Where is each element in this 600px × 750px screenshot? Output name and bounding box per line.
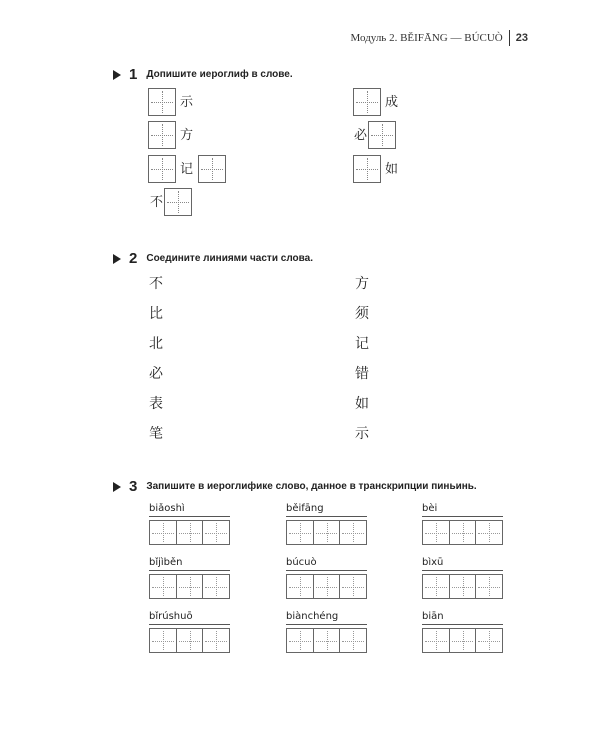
exercise-instruction: Запишите в иероглифике слово, данное в транскрипции пиньинь. <box>146 481 477 492</box>
pinyin-word: búcuò <box>286 557 317 568</box>
right-part[interactable]: 示 <box>355 426 369 442</box>
left-part[interactable]: 必 <box>149 366 163 382</box>
writing-grid[interactable] <box>286 628 367 653</box>
page-number: 23 <box>515 32 528 44</box>
writing-box[interactable] <box>148 88 176 116</box>
triangle-marker-icon <box>113 70 121 80</box>
pinyin-word: bǐjìběn <box>149 557 183 568</box>
right-part[interactable]: 错 <box>355 366 369 382</box>
pinyin-word: bǐrúshuō <box>149 611 193 622</box>
pinyin-underline <box>286 624 367 625</box>
right-part[interactable]: 须 <box>355 306 369 322</box>
writing-grid[interactable] <box>422 628 503 653</box>
writing-box[interactable] <box>198 155 226 183</box>
header-divider <box>509 30 510 46</box>
pinyin-underline <box>422 624 503 625</box>
writing-box[interactable] <box>368 121 396 149</box>
writing-grid[interactable] <box>422 574 503 599</box>
writing-box[interactable] <box>353 88 381 116</box>
pinyin-word: biànchéng <box>286 611 339 622</box>
left-part[interactable]: 北 <box>149 336 163 352</box>
left-part[interactable]: 不 <box>149 276 163 292</box>
writing-box[interactable] <box>148 155 176 183</box>
given-char: 记 <box>180 162 194 177</box>
exercise-instruction: Соедините линиями части слова. <box>146 253 313 264</box>
left-part[interactable]: 比 <box>149 306 163 322</box>
right-part[interactable]: 记 <box>355 336 369 352</box>
pinyin-word: bìxū <box>422 557 444 568</box>
writing-box[interactable] <box>164 188 192 216</box>
writing-box[interactable] <box>148 121 176 149</box>
given-char: 必 <box>354 128 368 143</box>
writing-grid[interactable] <box>286 520 367 545</box>
running-title: Модуль 2. BĚIFĀNG — BÚCUÒ <box>350 32 503 44</box>
exercise-number: 2 <box>129 250 138 267</box>
given-char: 方 <box>180 128 194 143</box>
exercise-1-title <box>113 66 293 83</box>
writing-grid[interactable] <box>149 520 230 545</box>
exercise-3-title <box>113 478 477 495</box>
pinyin-underline <box>149 624 230 625</box>
exercise-instruction: Допишите иероглиф в слове. <box>146 69 293 80</box>
pinyin-underline <box>149 516 230 517</box>
pinyin-word: biǎoshì <box>149 503 185 514</box>
pinyin-word: bèi <box>422 503 438 514</box>
given-char: 示 <box>180 95 194 110</box>
pinyin-underline <box>286 516 367 517</box>
given-char: 成 <box>385 95 399 110</box>
writing-box[interactable] <box>353 155 381 183</box>
given-char: 不 <box>150 195 164 210</box>
writing-grid[interactable] <box>149 628 230 653</box>
triangle-marker-icon <box>113 254 121 264</box>
writing-grid[interactable] <box>286 574 367 599</box>
writing-grid[interactable] <box>149 574 230 599</box>
pinyin-underline <box>422 570 503 571</box>
triangle-marker-icon <box>113 482 121 492</box>
right-part[interactable]: 如 <box>355 396 369 412</box>
right-part[interactable]: 方 <box>355 276 369 292</box>
given-char: 如 <box>385 162 399 177</box>
left-part[interactable]: 笔 <box>149 426 163 442</box>
pinyin-word: biān <box>422 611 444 622</box>
exercise-number: 3 <box>129 478 138 495</box>
pinyin-word: běifāng <box>286 503 324 514</box>
pinyin-underline <box>286 570 367 571</box>
exercise-2-title <box>113 250 313 267</box>
exercise-number: 1 <box>129 66 138 83</box>
writing-grid[interactable] <box>422 520 503 545</box>
running-header <box>351 30 528 46</box>
pinyin-underline <box>422 516 503 517</box>
pinyin-underline <box>149 570 230 571</box>
left-part[interactable]: 表 <box>149 396 163 412</box>
